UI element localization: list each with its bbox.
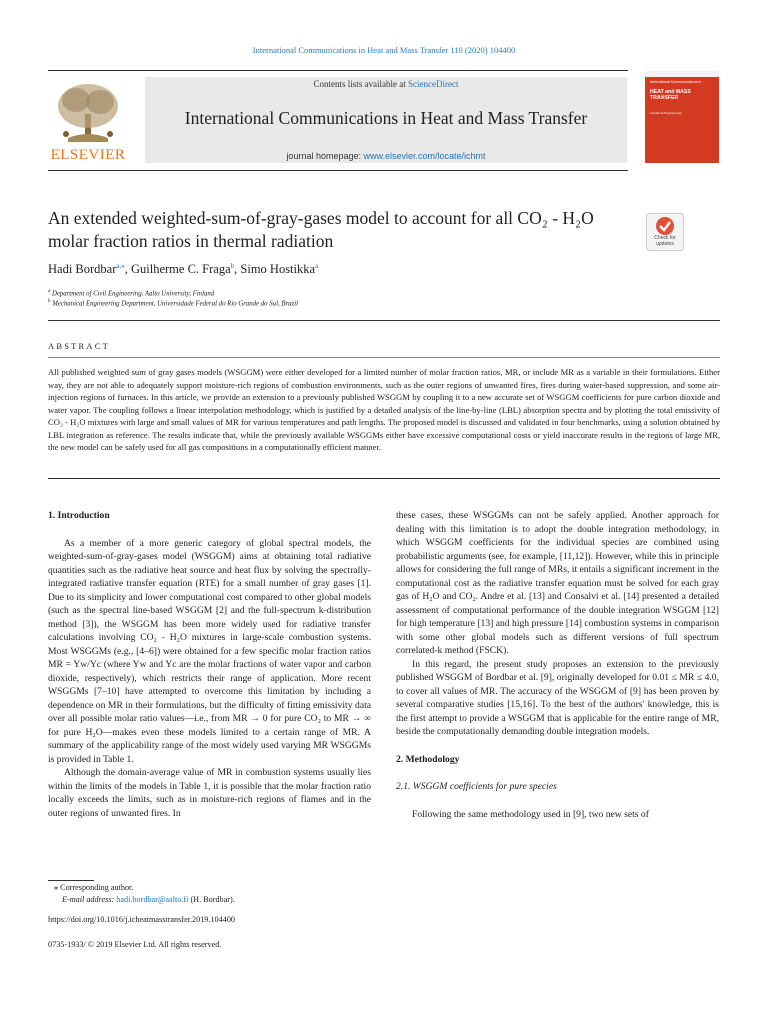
body-paragraph: Although the domain-average value of MR in combustion systems usually lies within the limits of the models in Table 1, it is possible that the molar fraction ratio locally exceeds the limits, such as in moisture-rich regions of flames and in the outer regions of unwanted fires. In bbox=[48, 767, 371, 819]
elsevier-wordmark: ELSEVIER bbox=[50, 147, 126, 163]
affiliation: $^b$ Mechanical Engineering Department, Universidade Federal do Rio Grande do Sul, Brazil bbox=[48, 299, 298, 308]
copyright: 0735-1933/ © 2019 Elsevier Ltd. All rights reserved. bbox=[48, 940, 222, 949]
subsection-heading: 2.1. WSGGM coefficients for pure species bbox=[396, 781, 557, 792]
email-link[interactable]: hadi.bordbar@aalto.fi bbox=[116, 895, 189, 904]
body-paragraph: these cases, these WSGGMs can not be safely applied. Another approach for dealing with this limitation is to adopt the double integration methodology, in which WSGGM coefficients for the individual species are combined using probabilistic arguments (see, for example, [11,12]). However, while this in principle allows for considering the full range of MRs, it entails a significant increment in the computational cost as the radiative transfer equation must be solved for each gray gas of H₂O and CO₂. Andre et al. [13] and Consalvi et al. [14] presented a detailed assessment of computational performance of the double integration WSGGM [12] for high temperature [13] and high pressure [14] combustion systems in comparison with some other global models such as different versions of full spectrum correlated-k method (FSCK). bbox=[396, 510, 719, 656]
header-bottom-rule bbox=[48, 170, 628, 171]
author-affiliation-marker[interactable]: a bbox=[315, 262, 319, 270]
elsevier-logo bbox=[48, 78, 128, 164]
header-top-rule bbox=[48, 70, 628, 71]
journal-cover-image[interactable] bbox=[645, 71, 719, 163]
right-column bbox=[396, 509, 719, 821]
check-updates-label: Check for updates bbox=[654, 235, 676, 247]
cover-title: HEAT and MASS TRANSFER bbox=[650, 89, 691, 101]
corresponding-author-note: ⁎ Corresponding author. bbox=[54, 883, 134, 892]
email-note: E-mail address: hadi.bordbar@aalto.fi (H. Bordbar). bbox=[62, 895, 235, 904]
footnote-rule bbox=[48, 880, 94, 881]
author-list: Hadi Bordbar$^{a,⁎}$, Guilherme C. Fraga$^b$, Simo Hostikka$^a$ bbox=[48, 262, 319, 277]
abstract-text: All published weighted sum of gray gases models (WSGGM) were either developed for a limited number of molar fraction ratios, MR, or include MR as a variable in their formulations. Either way, they are not able to adequately support moisture-rich regions of combustion environments, such as the outer regions of unwanted fires, fires during water-based suppression, and some air-injection regions of furnaces. In this article, we provide an extension to a previously published WSGGM by coupling it to a new accurate set of WSGGM coefficients for pure carbon dioxide and water vapor. The coupling follows a linear interpolation methodology, which is justified by a detailed analysis of the line-by-line (LBL) absorption spectra and by plotting the total emissivity of CO₂ - H₂O mixtures with large and small values of MR for various temperatures and path lengths. The proposed model is discussed and validated in four benchmarks, using a solution obtained by LBL integration as reference. The results indicate that, while the previously available WSGGMs either have excessive computational costs or yield inaccurate results in the regions of large MR, the new model can be safely used for all gas compositions in a computationally efficient manner. bbox=[48, 367, 720, 452]
doi-link[interactable]: https://doi.org/10.1016/j.icheatmasstransfer.2019.104400 bbox=[48, 915, 236, 924]
cover-top-bar bbox=[645, 71, 719, 77]
abstract-bottom-rule bbox=[48, 478, 720, 479]
homepage-link[interactable]: www.elsevier.com/locate/ichmt bbox=[363, 151, 486, 161]
check-for-updates-button[interactable] bbox=[646, 213, 684, 251]
journal-homepage: journal homepage: www.elsevier.com/locate/ichmt bbox=[286, 151, 486, 161]
section-heading: 1. Introduction bbox=[48, 510, 110, 521]
author-name[interactable]: Guilherme C. Fraga bbox=[131, 262, 231, 277]
author-name[interactable]: Simo Hostikka bbox=[240, 262, 316, 277]
author-affiliation-marker[interactable]: b bbox=[230, 262, 235, 270]
abstract-heading-rule bbox=[48, 357, 720, 358]
cover-top-text: International Communications in bbox=[650, 80, 702, 84]
affiliation-rule bbox=[48, 320, 720, 321]
contents-line: Contents lists available at ScienceDirect bbox=[313, 79, 459, 89]
sciencedirect-link[interactable]: ScienceDirect bbox=[408, 79, 459, 89]
body-paragraph: In this regard, the present study proposes an extension to the previously published WSGGM of Bordbar et al. [9], originally developed for 0.01 ≤ MR ≤ 4.0, to cover all values of MR. The accuracy of the WSGGM of [9] has been proven by several comparative studies [15,16]. To the best of the authors' knowledge, this is the first attempt to provide a WSGGM that is applicable for the entire range of MR, beside the computationally demanding double integration models. bbox=[396, 658, 719, 737]
abstract-heading: ABSTRACT bbox=[48, 341, 110, 351]
journal-title: International Communications in Heat and Mass Transfer bbox=[184, 108, 588, 128]
article-title-line-1: An extended weighted-sum-of-gray-gases model to account for all CO₂ - H₂O bbox=[48, 208, 594, 228]
article-title bbox=[48, 207, 638, 253]
journal-banner bbox=[145, 77, 627, 163]
author-name[interactable]: Hadi Bordbar bbox=[48, 262, 117, 277]
cover-subtitle: Chemical Engineering bbox=[650, 111, 682, 115]
body-paragraph: As a member of a more generic category of global spectral models, the weighted-sum-of-gray-gases model (WSGGM) aims at obtaining total radiative quantities such as the radiative heat source and heat flux by solving the spectrally-integrated radiative transfer equation (RTE) for a small number of gray gases [1]. Due to its simplicity and lower computational cost compared to other global models (such as the spectral line-based WSGGM [2] and the full-spectrum k-distribution method [3]), the WSGGM has been more widely used for radiative transfer calculations involving CO₂ - H₂O mixtures in large-scale combustion systems. Most WSGGMs (e.g., [4–6]) were obtained for a few specific molar fraction ratios MR = Yw/Yc (where Yw and Yc are the molar fractions of water vapor and carbon dioxide, respectively), which restricts their range of application. More recent WSGGMs [7–10] have attempted to overcome this limitation by including a dependence on MR in their formulations, but the difficulty of fitting emissivity data over all possible molar ratio values—i.e., from MR → 0 for pure CO₂ to MR → ∞ for pure H₂O—makes even these models limited to a certain range of MR. A summary of the applicability range of the most widely used varying MR WSGGMs is provided in Table 1. bbox=[48, 537, 371, 765]
body-paragraph: Following the same methodology used in [9], two new sets of bbox=[412, 808, 649, 820]
left-column bbox=[48, 509, 371, 820]
author-affiliation-marker[interactable]: a,⁎ bbox=[116, 262, 125, 270]
section-heading: 2. Methodology bbox=[396, 753, 460, 765]
affiliation: $^a$ Department of Civil Engineering, Aalto University, Finland bbox=[48, 289, 215, 298]
journal-reference[interactable]: International Communications in Heat and Mass Transfer 110 (2020) 104400 bbox=[252, 45, 516, 55]
article-title-line-2: molar fraction ratios in thermal radiation bbox=[48, 231, 334, 251]
